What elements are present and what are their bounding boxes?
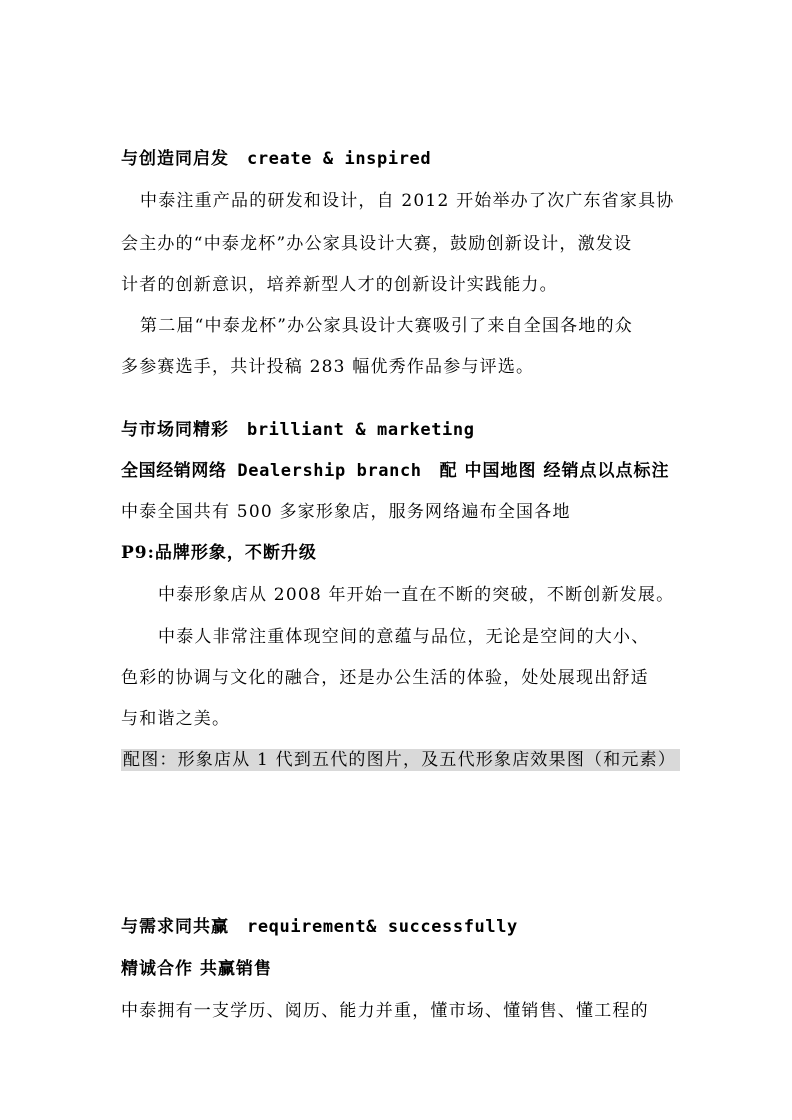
paragraph-line: 中泰人非常注重体现空间的意蕴与品位，无论是空间的大小、 xyxy=(158,627,650,647)
paragraph-line: 色彩的协调与文化的融合，还是办公生活的体验，处处展现出舒适 xyxy=(121,668,649,688)
paragraph-line: 中泰全国共有 500 多家形象店，服务网络遍布全国各地 xyxy=(121,502,571,522)
heading-cn: 与市场同精彩 xyxy=(121,420,229,440)
section-heading-create xyxy=(121,147,431,171)
paragraph-line: 计者的创新意识，培养新型人才的创新设计实践能力。 xyxy=(121,275,558,295)
paragraph-line: 中泰注重产品的研发和设计，自 2012 开始举办了次广东省家具协 xyxy=(140,191,675,211)
paragraph-line: 会主办的“中泰龙杯”办公家具设计大赛，鼓励创新设计，激发设 xyxy=(121,234,633,254)
image-caption xyxy=(121,748,680,772)
cooperation-subheading: 精诚合作 共赢销售 xyxy=(121,959,272,979)
map-note: 配 中国地图 经销点以点标注 xyxy=(439,461,670,481)
paragraph-line: 第二届“中泰龙杯”办公家具设计大赛吸引了来自全国各地的众 xyxy=(140,316,633,336)
heading-en: brilliant & marketing xyxy=(247,420,475,440)
heading-en: create & inspired xyxy=(247,149,432,169)
caption-highlight: 配图：形象店从 1 代到五代的图片，及五代形象店效果图（和元素） xyxy=(121,749,680,771)
p9-title: P9:品牌形象，不断升级 xyxy=(121,543,317,563)
paragraph-line: 中泰形象店从 2008 年开始一直在不断的突破，不断创新发展。 xyxy=(158,585,675,605)
paragraph-line: 与和谐之美。 xyxy=(121,709,231,729)
section-heading-demand xyxy=(121,915,518,939)
heading-cn: 与需求同共赢 xyxy=(121,917,229,937)
heading-cn: 与创造同启发 xyxy=(121,149,229,169)
dealership-label: 全国经销网络 Dealership branch xyxy=(121,461,422,481)
paragraph-line: 中泰拥有一支学历、阅历、能力并重，懂市场、懂销售、懂工程的 xyxy=(121,1001,649,1021)
section-heading-market xyxy=(121,418,475,442)
paragraph-line: 多参赛选手，共计投稿 283 幅优秀作品参与评选。 xyxy=(121,357,535,377)
dealership-subheading xyxy=(121,459,669,483)
heading-en: requirement& successfully xyxy=(247,917,518,937)
